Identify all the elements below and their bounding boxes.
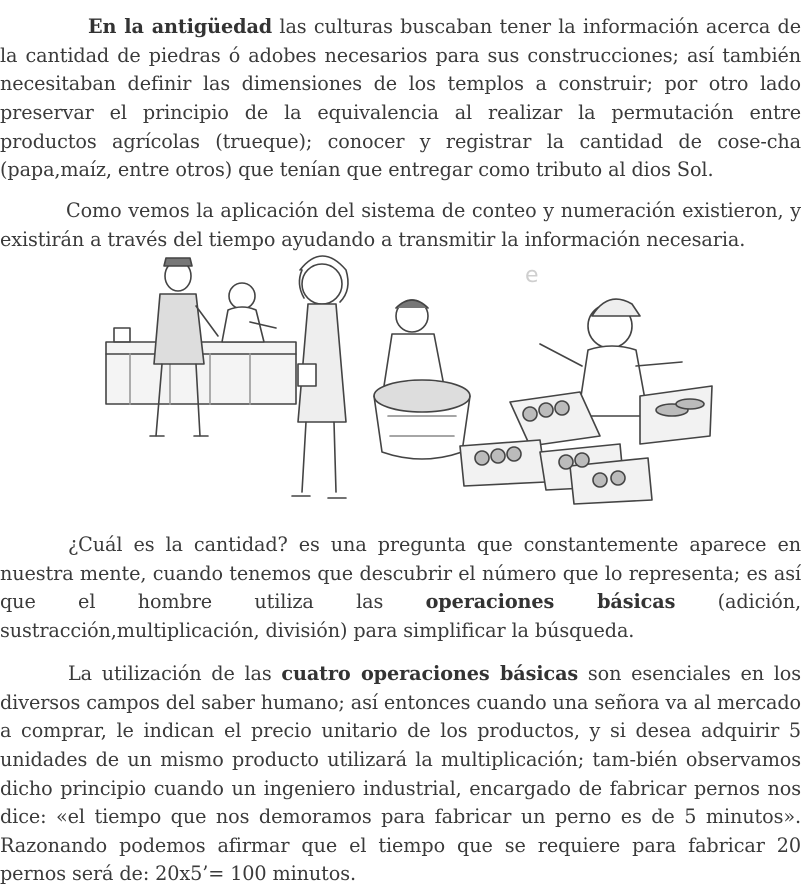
paragraph-antiguedad (0, 13, 801, 185)
bold-term: operaciones básicas (425, 590, 676, 614)
paragraph-text: Como vemos la aplicación del sistema de conteo y numeración existieron, y existirán a través del tiempo ayudando a transmitir la información necesaria. (0, 199, 801, 251)
paragraph-text: son esenciales en los diversos campos del saber humano; así entonces cuando una señora va al mercado a comprar, le indican el precio unitario de los productos, y si desea adquirir 5 unidades de un mismo producto utilizará la multiplicación; tam-bién observamos dicho principio cuando un ingeniero industrial, encargado de fabricar pernos nos dice: «el tiempo que nos demoramos para fabricar un perno es de 5 minutos». Razonando podemos afirmar que el tiempo que se requiere para fabricar 20 pernos será de: 20x5’= 100 minutos. (0, 662, 801, 886)
paragraph-text: La utilización de las (68, 662, 282, 686)
paragraph-text: ¿Cuál es la cantidad? es una pregunta que constantemente aparece en nuestra mente, cuando tenemos que descubrir el número que lo representa; es así que el hombre utiliza las (0, 533, 801, 614)
bold-term: cuatro operaciones básicas (281, 662, 579, 686)
watermark: e (525, 263, 539, 288)
bold-lead: En la antigüedad (88, 15, 273, 39)
paragraph-cantidad (0, 531, 801, 645)
paragraph-operaciones (0, 660, 801, 889)
paragraph-text: las culturas buscaban tener la información acerca de la cantidad de piedras ó adobes necesarios para sus construcciones; así también necesitaban definir las dimensiones de los templos a construir; por otro lado preservar el principio de la equivalencia al realizar la permutación entre productos agrícolas (trueque); conocer y registrar la cantidad de cose-cha (papa,maíz, entre otros) que tenían que entregar como tributo al dios Sol. (0, 15, 801, 182)
paragraph-text: (adición, sustracción,multiplicación, división) para simplificar la búsqueda. (0, 590, 801, 642)
market-scene-illustration (100, 246, 720, 522)
